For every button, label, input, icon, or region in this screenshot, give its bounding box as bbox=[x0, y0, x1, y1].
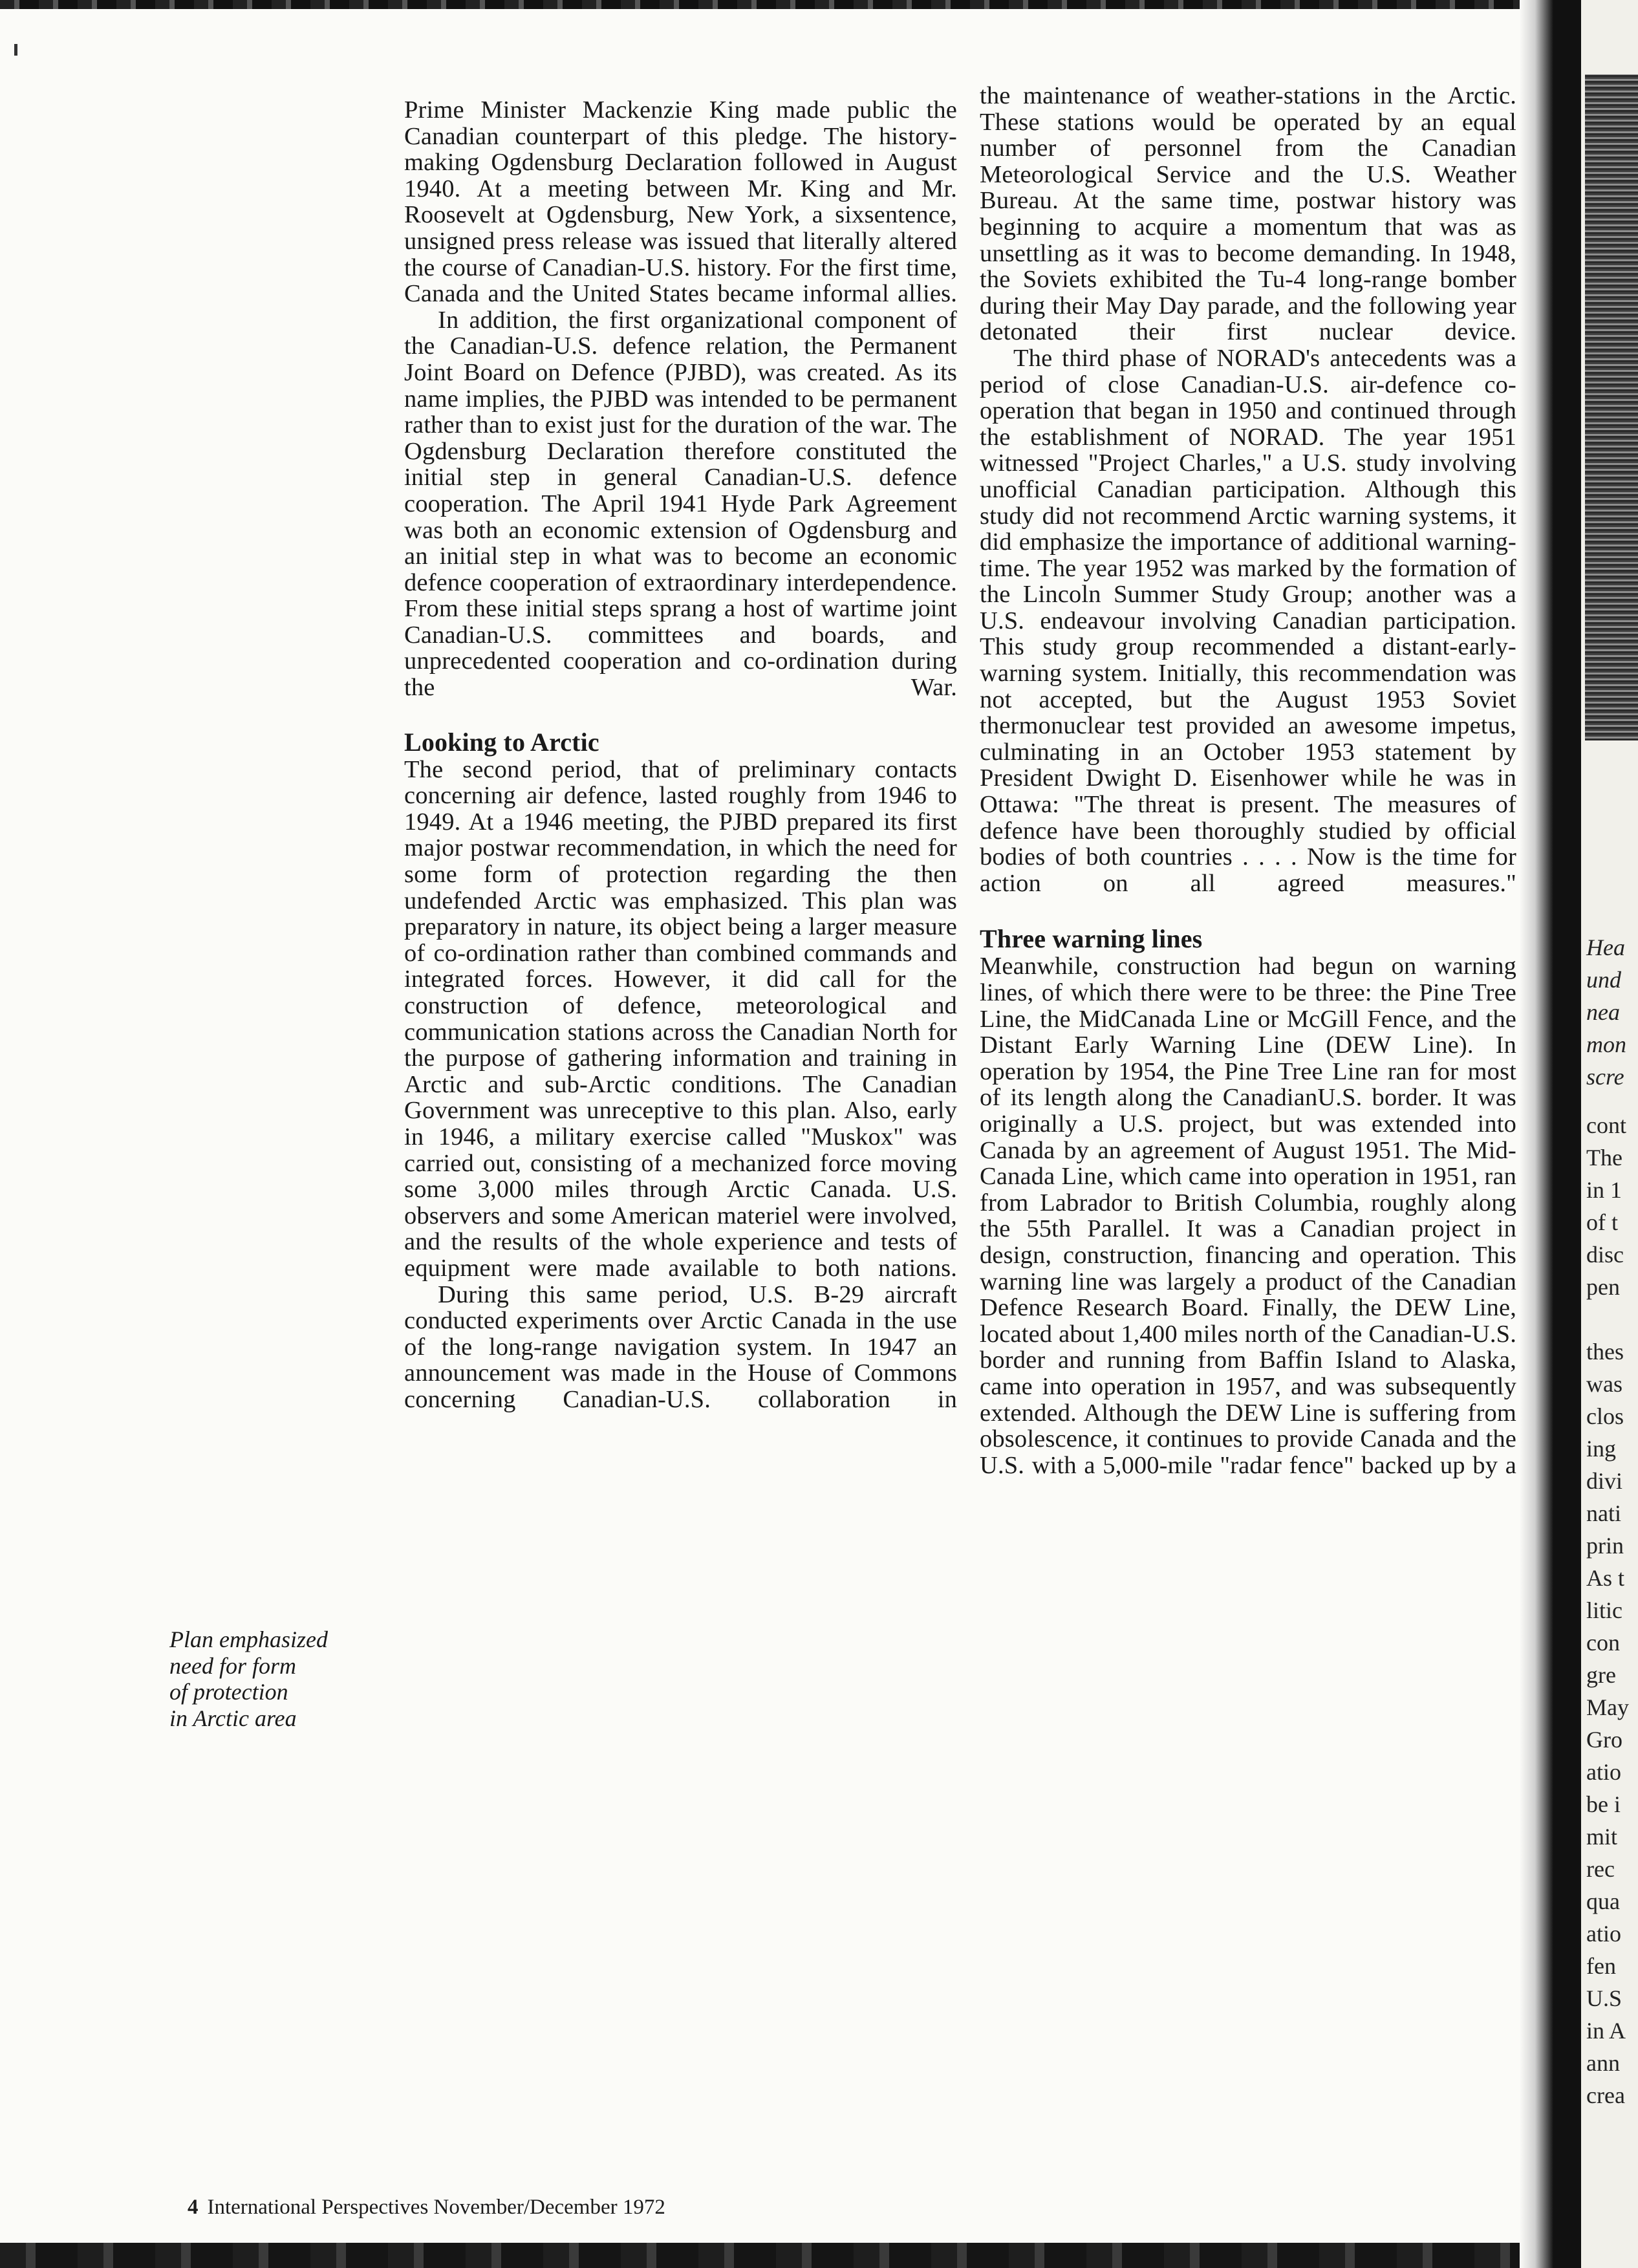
text-fragment: be i bbox=[1586, 1791, 1621, 1817]
text-fragment: prin bbox=[1586, 1533, 1624, 1559]
margin-note-line: Plan emphasized bbox=[169, 1626, 328, 1652]
text-fragment: fen bbox=[1586, 1953, 1616, 1979]
text-fragment: con bbox=[1586, 1630, 1620, 1656]
page-number: 4 bbox=[188, 2196, 199, 2219]
paragraph: The third phase of NORAD's antecedents was a period of close Canadian-U.S. air-defence co-operation that began in 1950 and continued through the establishment of NORAD. The year 1951 witnessed "Project Charles," a U.S. study involving unofficial Canadian participation. Although this study did not recommend Arctic warning systems, it did emphasize the importance of additional warning-time. The year 1952 was marked by the formation of the Lincoln Summer Study Group; another was a U.S. endeavour involving Canadian participation. This study group recommended a distant-early-warning system. Initially, this recommendation was not accepted, but the August 1953 Soviet thermonuclear test provided an awesome impetus, culminating in an October 1953 statement by President Dwight D. Eisenhower while he was in Ottawa: "The threat is present. The measures of defence have been thoroughly studied by official bodies of both countries . . . . Now is the time for action on all agreed measures." bbox=[980, 344, 1516, 897]
text-fragment: qua bbox=[1586, 1888, 1620, 1914]
facing-page-caption bbox=[1586, 931, 1638, 1093]
facing-page-photo bbox=[1585, 74, 1638, 740]
text-fragment: und bbox=[1586, 967, 1621, 993]
text-fragment: in A bbox=[1586, 2018, 1626, 2044]
text-fragment: ing bbox=[1586, 1436, 1617, 1462]
text-fragment: was bbox=[1586, 1371, 1622, 1397]
margin-note bbox=[169, 1626, 383, 1731]
section-heading: Three warning lines bbox=[980, 924, 1203, 954]
paragraph: Prime Minister Mackenzie King made public the Canadian counterpart of this pledge. The history-making Ogdensburg Declaration followed in August 1940. At a meeting between Mr. King and Mr. Roosevelt at Ogdensburg, New York, a sixsentence, unsigned press release was issued that literally altered the course of Canadian-U.S. history. For the first time, Canada and the United States became informal allies. bbox=[404, 96, 957, 308]
text-fragment: The bbox=[1586, 1145, 1622, 1171]
text-fragment: pen bbox=[1586, 1274, 1620, 1300]
paragraph: the maintenance of weather-stations in the Arctic. These stations would be operated by an equal number of personnel from the Canadian Meteorological Service and the U.S. Weather Bureau. At the same time, postwar history was beginning to acquire a momentum that was as unsettling as it was to become demanding. In 1948, the Soviets exhibited the Tu-4 long-range bomber during their May Day parade, and the following year detonated their first nuclear device. bbox=[980, 82, 1516, 346]
page-footer bbox=[188, 2196, 665, 2219]
text-fragment: of t bbox=[1586, 1209, 1618, 1235]
text-fragment: disc bbox=[1586, 1242, 1624, 1268]
facing-page-text-block bbox=[1586, 1335, 1638, 2111]
text-fragment: scre bbox=[1586, 1064, 1624, 1090]
text-fragment: ann bbox=[1586, 2050, 1620, 2076]
scan-top-edge bbox=[0, 0, 1638, 9]
text-fragment: nati bbox=[1586, 1500, 1621, 1526]
publication-title: International Perspectives November/December 1972 bbox=[207, 2196, 665, 2219]
scan-mark bbox=[14, 44, 17, 56]
text-fragment: in 1 bbox=[1586, 1177, 1622, 1203]
text-fragment: rec bbox=[1586, 1856, 1615, 1882]
text-fragment: Hea bbox=[1586, 934, 1625, 960]
text-fragment: cont bbox=[1586, 1112, 1626, 1138]
paragraph: During this same period, U.S. B-29 aircraft conducted experiments over Arctic Canada in the use of the long-range navigation system. In 1947 an announcement was made in the House of Commons concerning Canadian-U.S. collaboration in bbox=[404, 1280, 957, 1413]
text-fragment: May bbox=[1586, 1694, 1629, 1720]
text-fragment: mon bbox=[1586, 1031, 1626, 1057]
text-column-right bbox=[980, 83, 1516, 1478]
text-fragment: U.S bbox=[1586, 1985, 1622, 2011]
text-fragment: mit bbox=[1586, 1824, 1618, 1850]
text-fragment: gre bbox=[1586, 1662, 1616, 1688]
text-fragment: clos bbox=[1586, 1403, 1624, 1429]
text-fragment: thes bbox=[1586, 1339, 1624, 1365]
text-fragment: crea bbox=[1586, 2082, 1625, 2108]
text-fragment: litic bbox=[1586, 1597, 1622, 1623]
section-heading: Looking to Arctic bbox=[404, 727, 599, 757]
facing-page-text-block bbox=[1586, 1109, 1638, 1303]
text-fragment: nea bbox=[1586, 999, 1620, 1025]
scan-bottom-edge bbox=[0, 2243, 1638, 2268]
text-fragment: atio bbox=[1586, 1759, 1621, 1785]
text-fragment: divi bbox=[1586, 1468, 1623, 1494]
facing-page-edge bbox=[1581, 0, 1638, 2268]
margin-note-line: of protection bbox=[169, 1679, 288, 1705]
paragraph: The second period, that of preliminary contacts concerning air defence, lasted roughly from 1946 to 1949. At a 1946 meeting, the PJBD prepared its first major postwar recommendation, in which the need for some form of protection regarding the then undefended Arctic was emphasized. This plan was preparatory in nature, its object being a larger measure of co-ordination rather than combined commands and integrated forces. However, it did call for the construction of defence, meteorological and communication stations across the Canadian North for the purpose of gathering information and training in Arctic and sub-Arctic conditions. The Canadian Government was unreceptive to this plan. Also, early in 1946, a military exercise called "Muskox" was carried out, consisting of a mechanized force moving some 3,000 miles through Arctic Canada. U.S. observers and some American materiel were involved, and the results of the whole experience and tests of equipment were made available to both nations. bbox=[404, 755, 957, 1282]
text-column-left bbox=[404, 97, 957, 1413]
binding-gutter bbox=[1520, 0, 1581, 2268]
text-fragment: atio bbox=[1586, 1921, 1621, 1947]
margin-note-line: in Arctic area bbox=[169, 1705, 297, 1731]
paragraph: In addition, the first organizational component of the Canadian-U.S. defence relation, the Permanent Joint Board on Defence (PJBD), was created. As its name implies, the PJBD was intended to be permanent rather than to exist just for the duration of the war. The Ogdensburg Declaration therefore constituted the initial step in general Canadian-U.S. defence cooperation. The April 1941 Hyde Park Agreement was both an economic extension of Ogdensburg and an initial step in what was to become an economic defence cooperation of extraordinary interdependence. From these initial steps sprang a host of wartime joint Canadian-U.S. committees and boards, and unprecedented cooperation and co-ordination during the War. bbox=[404, 306, 957, 702]
text-fragment: Gro bbox=[1586, 1727, 1622, 1753]
text-fragment: As t bbox=[1586, 1565, 1625, 1591]
facing-page-text bbox=[1586, 1109, 1638, 2111]
margin-note-line: need for form bbox=[169, 1652, 296, 1679]
paragraph: Meanwhile, construction had begun on warning lines, of which there were to be three: the Pine Tree Line, the MidCanada Line or McGill Fence, and the Distant Early Warning Line (DEW Line). In operation by 1954, the Pine Tree Line ran for most of its length along the CanadianU.S. border. It was originally a U.S. project, but was extended into Canada by an agreement of August 1951. The Mid-Canada Line, which came into operation in 1951, ran from Labrador to British Columbia, roughly along the 55th Parallel. It was a Canadian project in design, construction, financing and operation. This warning line was largely a product of the Canadian Defence Research Board. Finally, the DEW Line, located about 1,400 miles north of the Canadian-U.S. border and running from Baffin Island to Alaska, came into operation in 1957, and was subsequently extended. Although the DEW Line is suffering from obsolescence, it continues to provide Canada and the U.S. with a 5,000-mile "radar fence" backed up by a bbox=[980, 953, 1516, 1479]
